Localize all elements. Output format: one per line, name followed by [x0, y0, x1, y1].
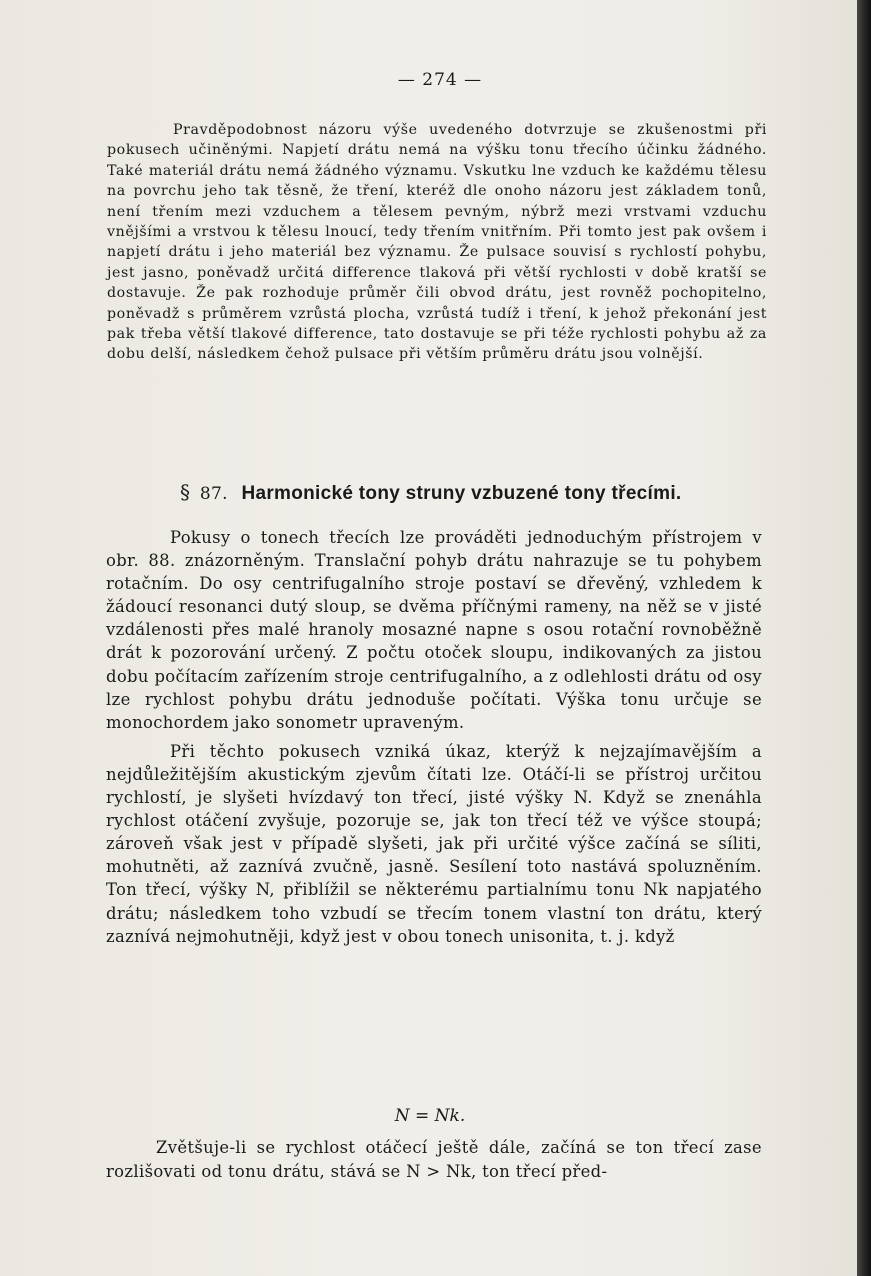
- continued-text: [106, 1136, 762, 1183]
- page-number: — 274 —: [397, 70, 483, 90]
- section-title: Harmonické tony struny vzbuzené tony třecími.: [241, 483, 682, 504]
- paragraph-continued: Zvětšuje-li se rychlost otáčecí ještě dále, začíná se ton třecí zase rozlišovati od tonu drátu, stává se N > Nk, ton třecí před-: [106, 1138, 762, 1181]
- small-print-paragraph: [107, 120, 767, 365]
- section-symbol: §: [180, 480, 191, 504]
- main-text: [106, 526, 762, 948]
- equation: N = Nk.: [394, 1106, 466, 1126]
- paragraph-main-2: Při těchto pokusech vzniká úkaz, kterýž k nejzajímavějším a nejdůležitějším akustickým zjevům čítati lze. Otáčí-li se přístroj určitou rychlostí, je slyšeti hvízdavý ton třecí, jisté výšky N. Když se znenáhla rychlost otáčení zvyšuje, pozoruje se, jak ton třecí též ve výšce stoupá; zároveň však jest v případě slyšeti, jak při určité výšce začíná se síliti, mohutněti, až zaznívá zvučně, jasně. Sesílení toto nastává spoluzněním. Ton třecí, výšky N, přiblížil se některému partialnímu tonu Nk napjatého drátu; následkem toho vzbudí se třecím tonem vlastní ton drátu, který zaznívá nejmohutněji, když jest v obou tonech unisonita, t. j. když: [106, 741, 762, 946]
- paragraph-main-1: Pokusy o tonech třecích lze prováděti jednoduchým přístrojem v obr. 88. znázorněným. Translační pohyb drátu nahrazuje se tu pohybem rotačním. Do osy centrifugalního stroje postaví se dřevěný, vzhledem k žádoucí resonanci dutý sloup, se dvěma příčnými rameny, na něž se v jisté vzdálenosti přes malé hranoly mosazné napne s osou rotační rovnoběžně drát k pozorování určený. Z počtu otoček sloupu, indikovaných za jistou dobu počítacím zařízením stroje centrifugalního, a z odlehlosti drátu od osy lze rychlost pohybu drátu jednoduše počítati. Výška tonu určuje se monochordem jako sonometr upraveným.: [106, 528, 762, 732]
- paragraph-small-text: Pravděpodobnost názoru výše uvedeného dotvrzuje se zkušenostmi při pokusech učiněnými. Napjetí drátu nemá na výšku tonu třecího účinku žádného. Také materiál drátu nemá žádného významu. Vskutku lne vzduch ke každému tělesu na povrchu jeho tak těsně, že tření, kteréž dle onoho názoru jest základem tonů, není třením mezi vzduchem a tělesem pevným, nýbrž mezi vrstvami vzduchu vnějšími a vrstvou k tělesu lnoucí, tedy třením vnitřním. Při tomto jest pak ovšem i napjetí drátu i jeho materiál bez významu. Že pulsace souvisí s rychlostí pohybu, jest jasno, poněvadž určitá difference tlaková při větší rychlosti v době kratší se dostavuje. Že pak rozhoduje průměr čili obvod drátu, jest rovněž pochopitelno, poněvadž s průměrem vzrůstá plocha, vzrůstá tudíž i tření, k jehož překonání jest pak třeba větší tlakové difference, tato dostavuje se při téže rychlosti pohybu až za dobu delší, následkem čehož pulsace při větším průměru drátu jsou volnější.: [107, 122, 767, 363]
- section-heading: [180, 480, 740, 505]
- section-number: 87.: [199, 484, 228, 504]
- book-spine-shadow: [857, 0, 871, 1276]
